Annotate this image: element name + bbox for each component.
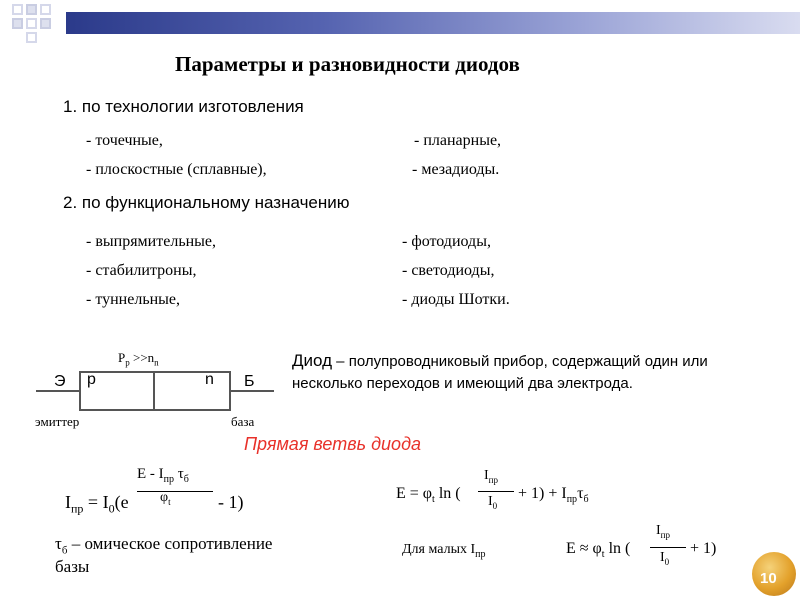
small-current-label: Для малых $I_{пр}$: [402, 542, 486, 560]
formula1-fraction-line: [137, 491, 213, 492]
formula2-numerator: $I_{пр}$: [484, 468, 498, 485]
decor-square: [26, 32, 37, 43]
formula2-fraction-line: [478, 491, 514, 492]
formula1: $I_{пр} = I_0(e$: [65, 492, 129, 516]
decor-square: [40, 18, 51, 29]
formula1-tail: - 1): [218, 492, 244, 512]
pn-junction: [153, 371, 155, 411]
formula3-fraction-line: [650, 547, 686, 548]
page-number: 10: [760, 570, 777, 587]
decor-square: [26, 18, 37, 29]
list-item: - стабилитроны,: [86, 262, 197, 279]
list-item: - мезадиоды.: [412, 161, 500, 178]
formula3-tail: + 1): [690, 540, 717, 557]
list-item: - фотодиоды,: [402, 233, 491, 250]
tau-note: $\tau_б$ – омическое сопротивление: [55, 534, 273, 557]
base-label: база: [231, 414, 255, 429]
list-item: - туннельные,: [86, 291, 181, 308]
slide-title: Параметры и разновидности диодов: [175, 52, 520, 76]
formula2: $E = \varphi_t$ ln (: [396, 485, 461, 506]
diode-definition: Диод – полупроводниковый прибор, содержащий один или несколько переходов и имеющий два электрода.: [292, 351, 708, 392]
decor-square: [12, 18, 23, 29]
section2-heading: 2. по функциональному назначению: [63, 193, 350, 212]
formula3-denominator: $I_0$: [660, 550, 670, 567]
formula3-numerator: $I_{пр}$: [656, 523, 670, 540]
decor-square: [40, 4, 51, 15]
list-item: - точечные,: [86, 132, 163, 149]
formula1-exponent-numerator: E - $I_{пр}$ $\tau_б$: [137, 466, 189, 485]
list-item: - светодиоды,: [402, 262, 495, 279]
region-p: p: [87, 371, 96, 388]
header-band: [66, 12, 800, 34]
list-item: - планарные,: [414, 132, 502, 149]
doping-label: $P_p >>n_n$: [118, 350, 159, 368]
formula2-denominator: $I_0$: [488, 494, 498, 511]
formula1-exponent-denominator: $\varphi_t$: [160, 490, 171, 507]
section1-heading: 1. по технологии изготовления: [63, 97, 304, 116]
terminal-base: Б: [244, 373, 255, 390]
list-item: - выпрямительные,: [86, 233, 217, 250]
formula2-tail: + $1) + I_{пр}\tau_б$: [518, 485, 589, 506]
list-item: - диоды Шотки.: [402, 291, 510, 308]
list-item: - плоскостные (сплавные),: [86, 161, 267, 178]
region-n: n: [205, 371, 214, 388]
formula3: $E \approx \varphi_t$ ln (: [566, 540, 631, 561]
decor-square: [12, 4, 23, 15]
terminal-emitter: Э: [54, 373, 66, 390]
emitter-label: эмиттер: [35, 414, 80, 429]
tau-note-line2: базы: [55, 557, 90, 576]
forward-branch-heading: Прямая ветвь диода: [244, 434, 422, 454]
decor-square: [26, 4, 37, 15]
